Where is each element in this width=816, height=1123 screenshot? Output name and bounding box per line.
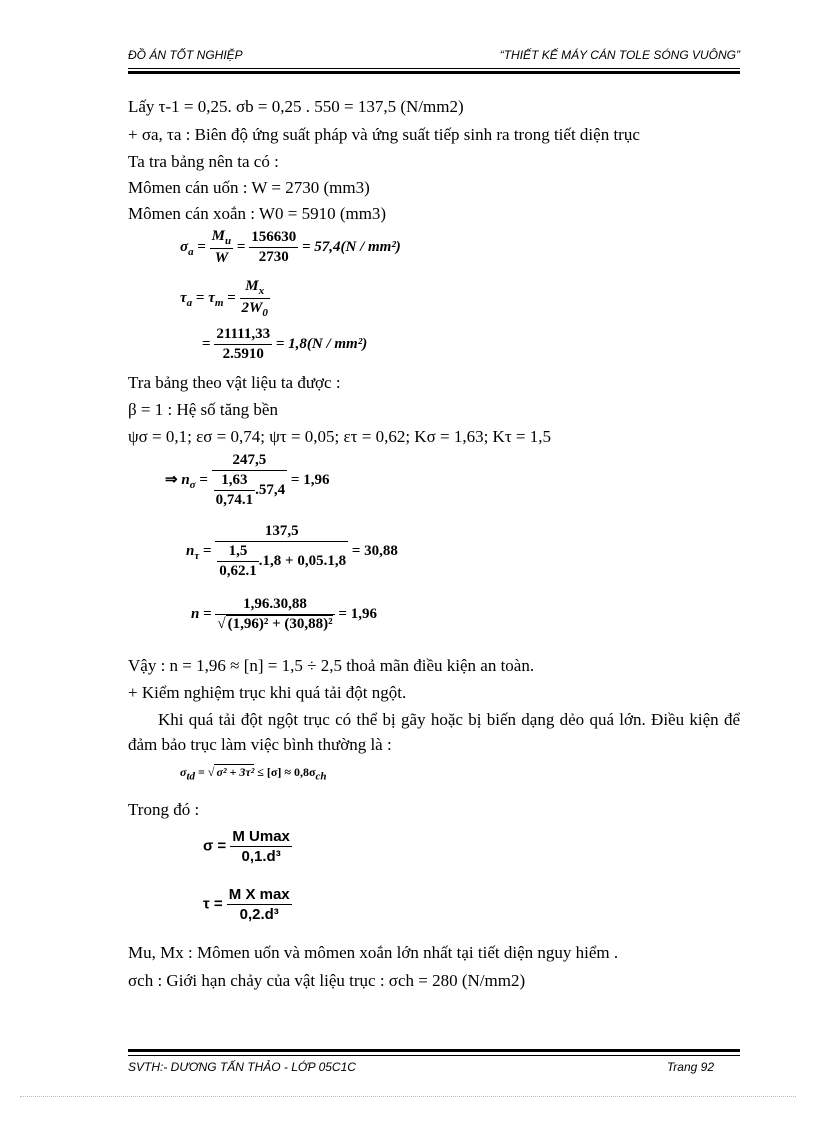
text-line-10: + Kiểm nghiệm trục khi quá tải đột ngột. <box>128 683 407 702</box>
paragraph-overload: Khi quá tải đột ngột trục có thể bị gãy hoặc bị biến dạng dẻo quá lớn. Điều kiện để đảm bảo trục làm việc bình thường là : <box>128 710 740 754</box>
footer-left: SVTH:- DƯƠNG TẤN THẢO - LỚP 05C1C <box>128 1060 356 1074</box>
header-rule-thin <box>128 68 740 69</box>
equation-n-tau: $n_\tau$ = 137,5 $\frac{1,5}{0,62.1}$ .1,8 + 0,05.1,8 = 30,88 <box>186 523 398 579</box>
header-rule-thick <box>128 71 740 74</box>
text-line-6: Tra bảng theo vật liệu ta được : <box>128 373 341 392</box>
page-footer <box>128 1060 714 1076</box>
text-line-7: β = 1 : Hệ số tăng bền <box>128 400 278 419</box>
header-right: “THIẾT KẾ MÁY CÁN TOLE SÓNG VUÔNG” <box>499 48 740 62</box>
footer-rule-thick <box>128 1049 740 1052</box>
text-line-2: + σa, τa : Biên độ ứng suất pháp và ứng suất tiếp sinh ra trong tiết diện trục <box>128 125 640 144</box>
equation-sigma: σ = $\frac{\text{M Umax}}{\text{0,1.d³}}$ <box>203 828 290 865</box>
text-line-8: ψσ = 0,1; εσ = 0,74; ψτ = 0,05; ετ = 0,62; Kσ = 1,63; Kτ = 1,5 <box>128 427 551 446</box>
equation-n-sigma: ⇒ $n_\sigma$ = 247,5 $\frac{1,63}{0,74.1}$ .57,4 = 1,96 <box>165 452 330 508</box>
header-left: ĐỒ ÁN TỐT NGHIỆP <box>128 48 243 62</box>
page-number: Trang 92 <box>666 1060 714 1074</box>
page-header <box>128 48 740 66</box>
equation-sigma-a: $\sigma_a$ = $\frac{M_u}{W}$ = $\frac{156630}{2730}$ = 57,4(N / mm²) <box>180 228 401 266</box>
equation-tau: τ = $\frac{\text{M X max}}{\text{0,2.d³}}$ <box>203 886 290 923</box>
equation-n: n = $\frac{1,96.30,88}{\text{√ (1,96)² + (30,88)²}}$ = 1,96 <box>191 596 377 632</box>
text-line-11: Trong đó : <box>128 800 200 819</box>
equation-tau-a-value: = $\frac{21111,33}{2.5910}$ = 1,8(N / mm²) <box>202 326 368 362</box>
footer-rule-thin <box>128 1055 740 1056</box>
text-line-9: Vậy : n = 1,96 ≈ [n] = 1,5 ÷ 2,5 thoả mãn điều kiện an toàn. <box>128 656 535 675</box>
text-line-3: Ta tra bảng nên ta có : <box>128 152 279 171</box>
text-line-4: Mômen cán uốn : W = 2730 (mm3) <box>128 178 370 197</box>
text-line-5: Mômen cán xoắn : W0 = 5910 (mm3) <box>128 204 387 223</box>
text-line-1: Lấy τ-1 = 0,25. σb = 0,25 . 550 = 137,5 (N/mm2) <box>128 97 464 116</box>
text-line-12: Mu, Mx : Mômen uốn và mômen xoắn lớn nhất tại tiết diện nguy hiểm . <box>128 943 619 962</box>
equation-tau-a: $\tau_a = \tau_m$ = $\frac{M_x}{2W_0}$ <box>180 278 268 319</box>
page-bottom-dotted-line <box>20 1096 796 1097</box>
text-line-13: σch : Giới hạn chảy của vật liệu trục : σch = 280 (N/mm2) <box>128 971 526 990</box>
equation-stress-equivalent: $\sigma_{td}$ = √ $\sigma^2 + 3\tau^2 \le [\sigma] \approx 0,8\sigma_{ch}$ <box>180 765 327 783</box>
